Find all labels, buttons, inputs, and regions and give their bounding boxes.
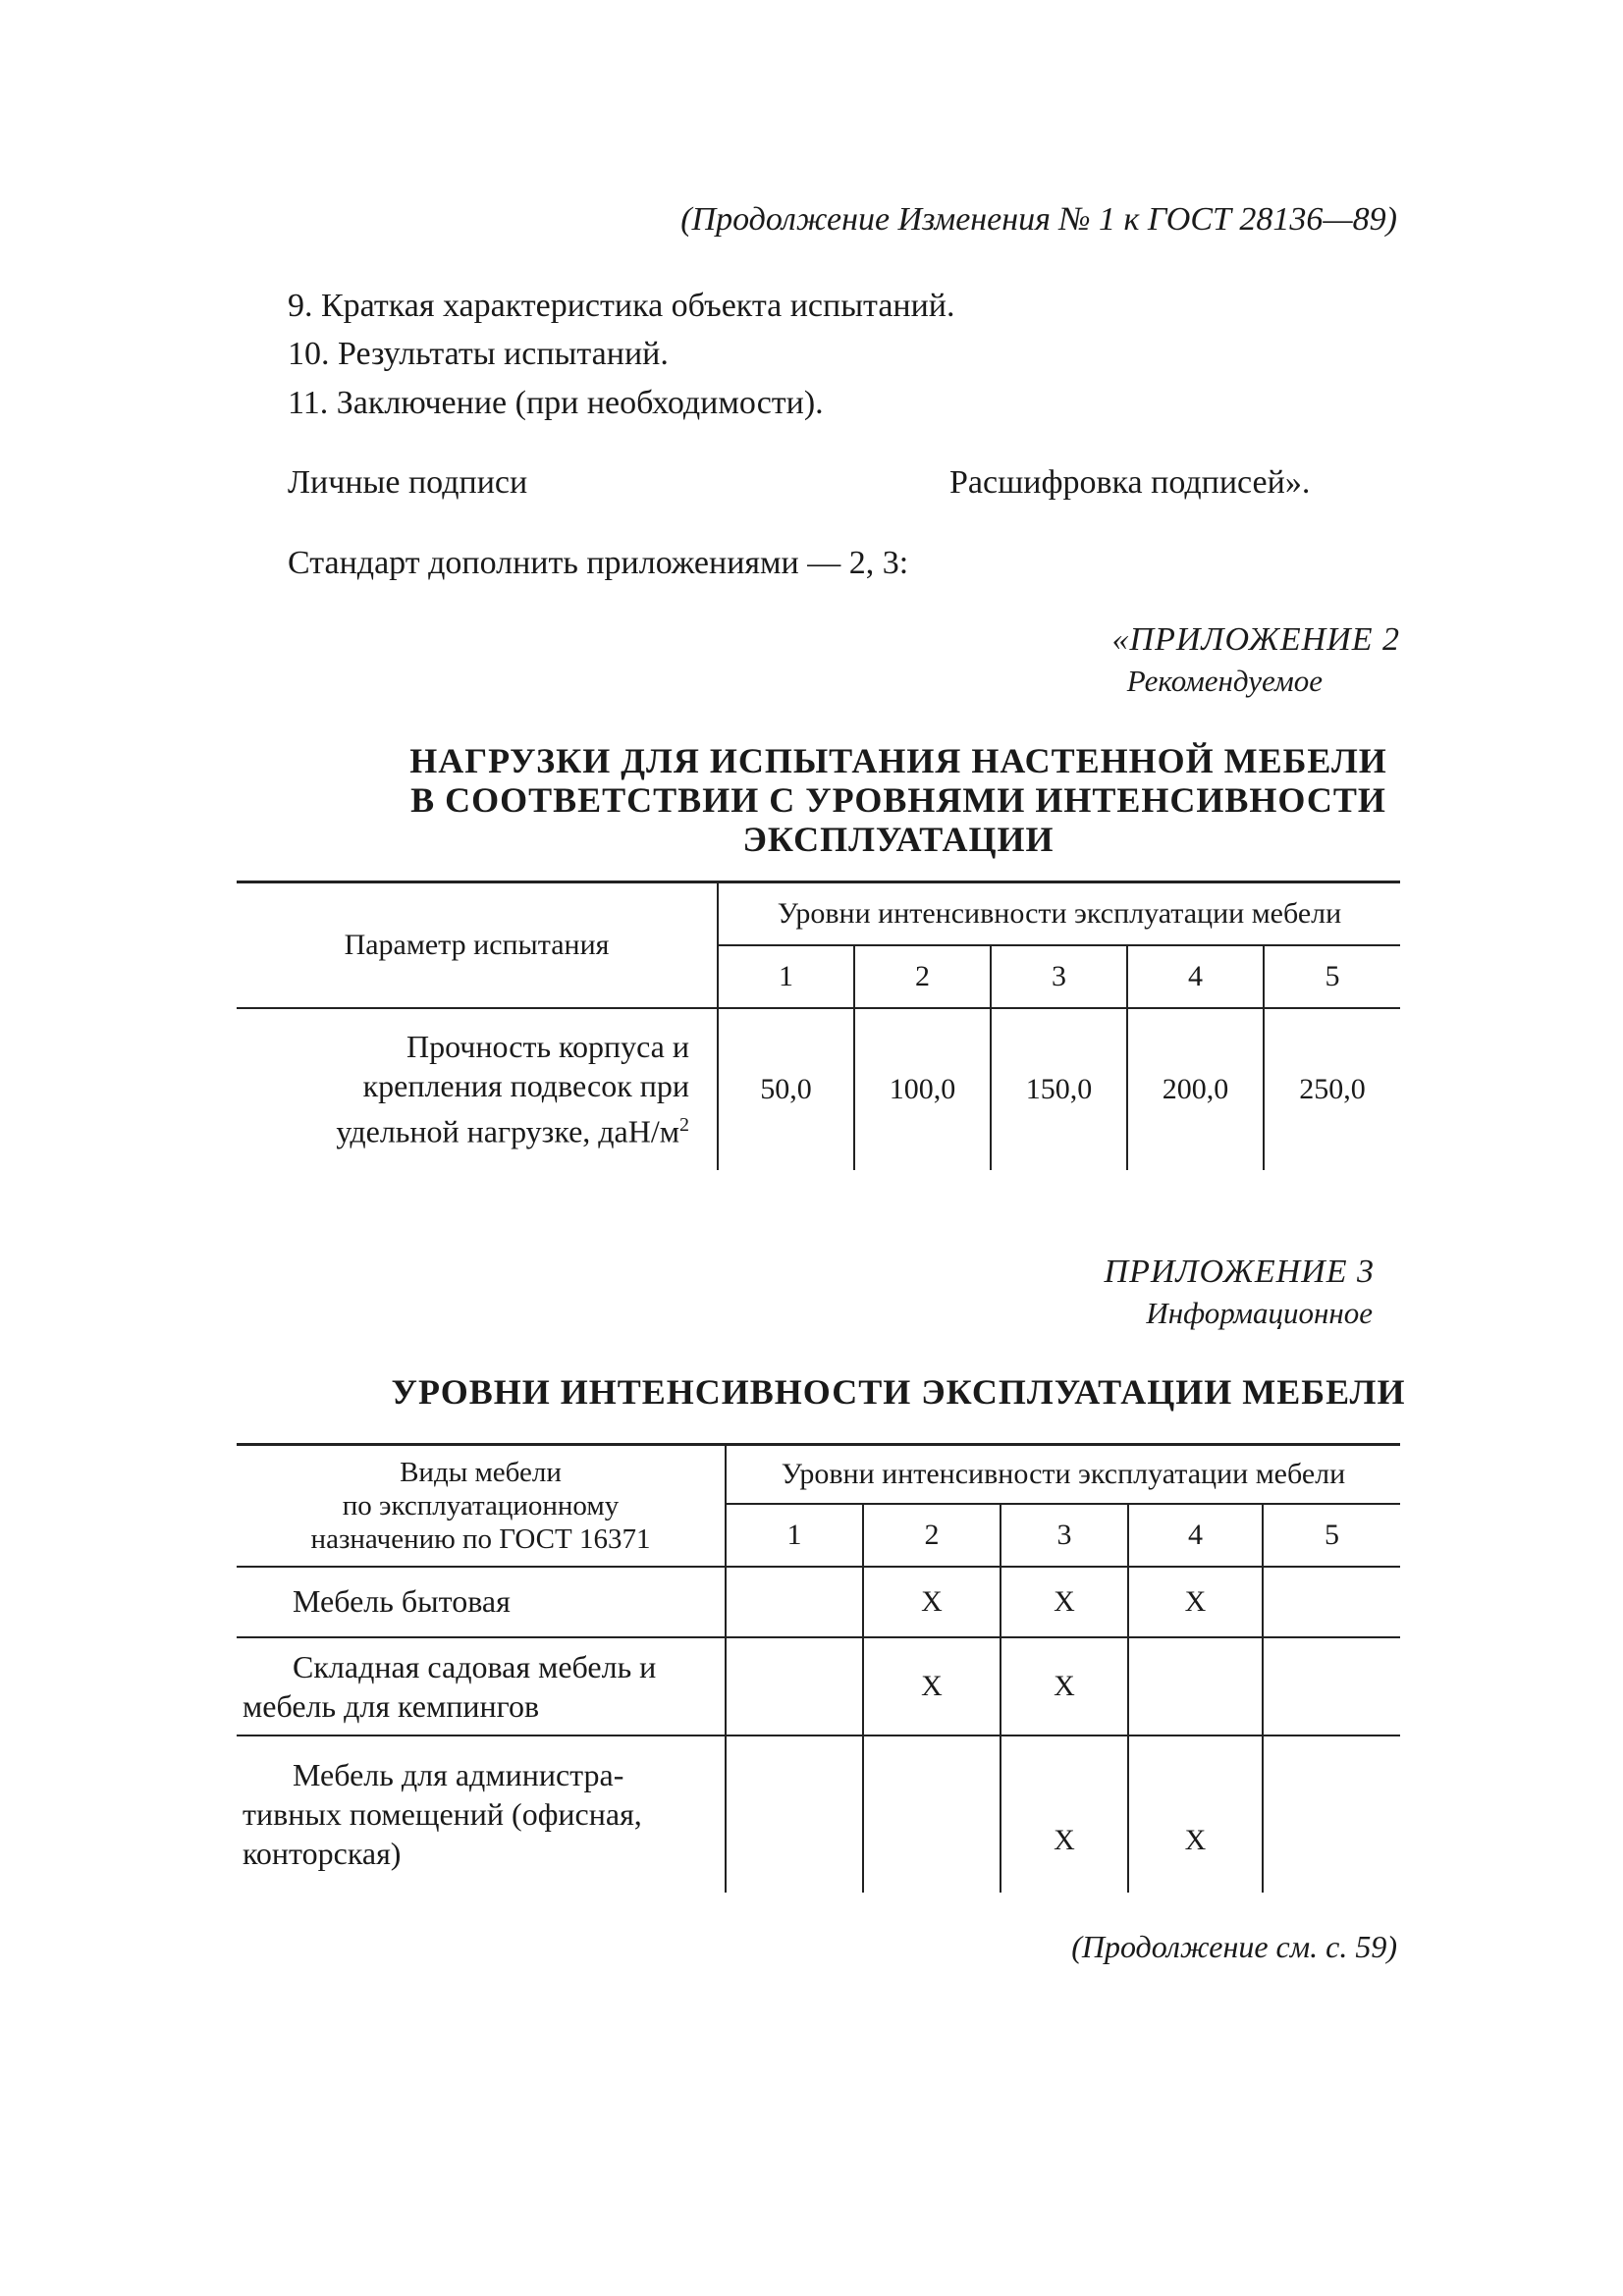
types-header bbox=[237, 1445, 726, 1567]
level-header: 3 bbox=[1001, 1504, 1128, 1567]
furniture-type-line: конторская) bbox=[243, 1836, 402, 1871]
level-mark bbox=[1128, 1637, 1263, 1735]
load-value: 200,0 bbox=[1127, 1008, 1264, 1170]
appendix2-table bbox=[237, 881, 1400, 1170]
appendix3-title: УРОВНИ ИНТЕНСИВНОСТИ ЭКСПЛУАТАЦИИ МЕБЕЛИ bbox=[391, 1372, 1406, 1412]
table-row bbox=[237, 1735, 1400, 1893]
level-header: 2 bbox=[863, 1504, 1001, 1567]
levels-header: Уровни интенсивности эксплуатации мебели bbox=[726, 1445, 1400, 1504]
level-header: 3 bbox=[991, 945, 1127, 1008]
furniture-type-line: Складная садовая мебель и bbox=[293, 1648, 657, 1684]
signatures-decoding-label: Расшифровка подписей». bbox=[949, 464, 1311, 501]
level-mark: X bbox=[863, 1637, 1001, 1735]
row-label-line: крепления подвесок при bbox=[362, 1068, 689, 1104]
level-mark: X bbox=[1128, 1735, 1263, 1893]
addition-note: Стандарт дополнить приложениями — 2, 3: bbox=[288, 545, 909, 581]
appendix3-table bbox=[237, 1443, 1400, 1893]
furniture-type-line: мебель для кемпингов bbox=[243, 1687, 540, 1724]
types-header-line: назначению по ГОСТ 16371 bbox=[310, 1522, 651, 1555]
level-mark: X bbox=[1001, 1637, 1128, 1735]
level-mark bbox=[863, 1735, 1001, 1893]
level-mark bbox=[1263, 1567, 1400, 1637]
list-item-11: 11. Заключение (при необходимости). bbox=[288, 385, 824, 421]
level-mark: X bbox=[1128, 1567, 1263, 1637]
table-row bbox=[237, 1637, 1400, 1735]
furniture-type-line: тивных помещений (офисная, bbox=[243, 1796, 642, 1832]
level-mark bbox=[1263, 1637, 1400, 1735]
furniture-type bbox=[237, 1637, 726, 1735]
load-value: 100,0 bbox=[854, 1008, 991, 1170]
types-header-line: Виды мебели bbox=[400, 1456, 562, 1488]
appendix2-title bbox=[236, 741, 1561, 859]
load-value: 250,0 bbox=[1264, 1008, 1400, 1170]
load-value: 150,0 bbox=[991, 1008, 1127, 1170]
furniture-type-line: Мебель для администра- bbox=[293, 1757, 624, 1792]
level-mark: X bbox=[1001, 1735, 1128, 1893]
appendix2-title-line: В СООТВЕТСТВИИ С УРОВНЯМИ ИНТЕНСИВНОСТИ bbox=[410, 780, 1386, 820]
appendix3-label: ПРИЛОЖЕНИЕ 3 bbox=[1104, 1254, 1375, 1290]
appendix2-status: Рекомендуемое bbox=[1126, 664, 1323, 698]
appendix3-status: Информационное bbox=[1146, 1296, 1373, 1330]
level-mark bbox=[726, 1567, 863, 1637]
param-header: Параметр испытания bbox=[237, 882, 718, 1008]
level-mark: X bbox=[863, 1567, 1001, 1637]
level-header: 2 bbox=[854, 945, 991, 1008]
appendix2-label: «ПРИЛОЖЕНИЕ 2 bbox=[1111, 621, 1400, 658]
continuation-footer: (Продолжение см. с. 59) bbox=[1071, 1929, 1397, 1964]
continuation-header: (Продолжение Изменения № 1 к ГОСТ 28136—89) bbox=[680, 201, 1397, 238]
furniture-type bbox=[237, 1735, 726, 1893]
level-header: 4 bbox=[1127, 945, 1264, 1008]
level-mark bbox=[726, 1637, 863, 1735]
furniture-type: Мебель бытовая bbox=[237, 1567, 726, 1637]
list-item-9: 9. Краткая характеристика объекта испытаний. bbox=[288, 288, 955, 324]
load-value: 50,0 bbox=[718, 1008, 854, 1170]
row-label-line-unit bbox=[237, 1105, 689, 1151]
level-header: 5 bbox=[1264, 945, 1400, 1008]
level-mark bbox=[726, 1735, 863, 1893]
levels-header: Уровни интенсивности эксплуатации мебели bbox=[718, 882, 1400, 945]
appendix2-title-line: ЭКСПЛУАТАЦИИ bbox=[742, 820, 1055, 859]
level-header: 1 bbox=[718, 945, 854, 1008]
level-mark bbox=[1263, 1735, 1400, 1893]
appendix2-title-line: НАГРУЗКИ ДЛЯ ИСПЫТАНИЯ НАСТЕННОЙ МЕБЕЛИ bbox=[409, 741, 1387, 780]
signatures-label: Личные подписи bbox=[288, 464, 528, 501]
types-header-line: по эксплуатационному bbox=[342, 1489, 620, 1522]
row-label-unit-text: удельной нагрузке, даН/м bbox=[336, 1113, 679, 1149]
level-header: 4 bbox=[1128, 1504, 1263, 1567]
row-label bbox=[237, 1008, 718, 1170]
list-item-10: 10. Результаты испытаний. bbox=[288, 336, 669, 372]
row-label-line: Прочность корпуса и bbox=[406, 1029, 689, 1065]
table-row bbox=[237, 1567, 1400, 1637]
unit-superscript: 2 bbox=[679, 1114, 689, 1137]
level-header: 5 bbox=[1263, 1504, 1400, 1567]
level-mark: X bbox=[1001, 1567, 1128, 1637]
level-header: 1 bbox=[726, 1504, 863, 1567]
